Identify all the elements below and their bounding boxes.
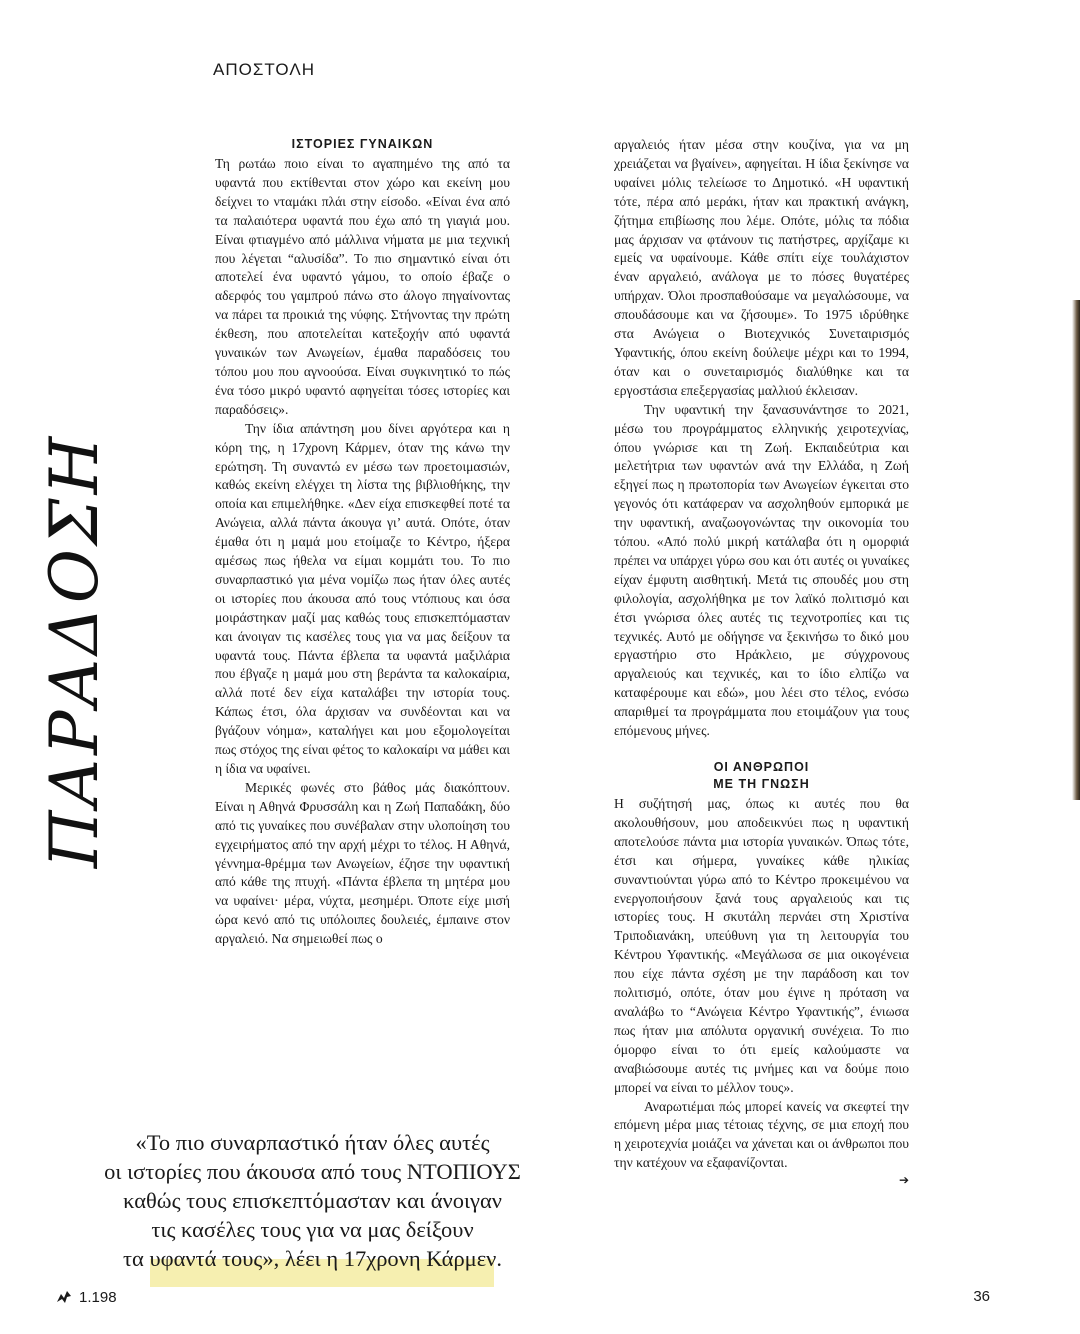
subheading-line: ΟΙ ΑΝΘΡΩΠΟΙ	[713, 760, 810, 774]
vertical-section-title	[35, 420, 115, 880]
pull-quote-line: τις κασέλες τους για να μας δείξουν	[151, 1217, 474, 1242]
paragraph: Την υφαντική την ξανασυνάντησε το 2021, μέσω του προγράμματος ελληνικής χειροτεχνίας, όπου γνώρισε και τη Ζωή. Εκπαιδεύτρια και μελετήτρια των υφαντών ανά την Ελλάδα, η Ζωή εξηγεί πως η πρωτοπορία των Ανωγείων έγκειται στο γεγονός ότι κατάφεραν να ασχοληθούν εμπορικά με την υφαντική, αναζωογονώντας την οικονομία του τόπου. «Από πολύ μικρή κατάλαβα ότι η ομορφιά πρέπει να υπάρχει γύρω σου και ότι αυτές οι γυναίκες είχαν έμφυτη αισθητική. Μετά τις σπουδές μου στη φιλολογία, ασχολήθηκα με τον λαϊκό πολιτισμό και έτσι γνώρισα όλες αυτές τις τεχνοτροπίες και τις τεχνικές. Αυτό με οδήγησε να ξεκινήσω το δικό μου εργαστήριο στο Ηράκλειο, με σύγχρονους αργαλειούς και τεχνικές, και το ίδιο ελπίζω να καταφέρουμε και εδώ», μου λέει στο τέλος, ενόσω απαριθμεί τα προγράμματα που ετοιμάζουν για τους επόμενους μήνες.	[614, 401, 909, 739]
page-number: 36	[973, 1288, 990, 1305]
pull-quote-line: οι ιστορίες που άκουσα από τους ΝΤΟΠΙΟΥΣ	[104, 1159, 521, 1184]
section-label: ΑΠΟΣΤΟΛΗ	[213, 60, 315, 79]
paragraph: Η συζήτησή μας, όπως κι αυτές που θα ακολουθήσουν, μου αποδεικνύει πως η υφαντική αποτελούσε πάντα μια ιστορία γυναικών. Όπως τότε, έτσι και σήμερα, γυναίκες κάθε ηλικίας συναντιούνται γύρω από το Κέντρο προκειμένου να ενεργοποιήσουν ξανά τους αργαλειούς και τις ιστορίες τους. Η σκυτάλη περνάει στη Χριστίνα Τριποδιανάκη, υπεύθυνη για τη λειτουργία του Κέντρου Υφαντικής. «Μεγάλωσα σε μια οικογένεια που είχε πάντα σχέση με την παράδοση και τον πολιτισμό, οπότε, όταν μου έγινε η πρόταση να αναλάβω το “Ανώγεια Κέντρο Υφαντικής”, ένιωσα πως ήταν μια απόλυτα οργανική συνέχεια. Το πιο όμορφο είναι το ότι εμείς καλούμαστε να αναβιώσουμε αυτές τις μνήμες και να δούμε ποιο μπορεί να είναι το μέλλον τους».	[614, 796, 909, 1095]
footer-issue	[55, 1288, 117, 1306]
vertical-title-text: ΠΑΡΑΔΟΣΗ	[36, 432, 114, 868]
paragraph: Την ίδια απάντηση μου δίνει αργότερα και η κόρη της, η 17χρονη Κάρμεν, όταν της κάνω την ερώτηση. Τη συναντώ εν μέσω των προετοιμασιών, καθώς εκείνη ελέγχει τη λίστα της βιβλιοθήκης, την οποία και επιμελήθηκε. «Δεν είχα επισκεφθεί ποτέ τα Ανώγεια, αλλά πάντα άκουγα γι’ αυτά. Οπότε, όταν έμαθα ότι η μαμά μου ετοίμαζε το Κέντρο, ήξερα αμέσως πως ήθελα να είμαι κομμάτι του. Το πιο συναρπαστικό για μένα νομίζω πως ήταν όλες αυτές οι ιστορίες που άκουσα από τους ντόπιους και όσα μοιράστηκαν μαζί μας καθώς τους επισκεπτόμασταν και άνοιγαν τις κασέλες τους για να μας δείξουν τα υφαντά τους. Πάντα έβλεπα τα υφαντά μαξιλάρια που έβγαζε η μαμά μου στη βεράντα τα καλοκαίρια, αλλά ποτέ δεν είχα καταλάβει την ιστορία τους. Κάπως έτσι, όλα άρχισαν να συνδέονται και να βγάζουν νόημα», καταλήγει και μου εξομολογείται πως στόχος της είναι φέτος το καλοκαίρι να μάθει και η ίδια να υφαίνει.	[215, 420, 510, 776]
paragraph: Τη ρωτάω ποιο είναι το αγαπημένο της από τα υφαντά που εκτίθενται στον χώρο και εκείνη μου δείχνει το νταμάκι πλάι στην είσοδο. «Είναι ένα από τα παλαιότερα υφαντά που έχω από τη γιαγιά μου. Είναι φτιαγμένο από μάλλινα νήματα με μια τεχνική που λέγεται “αλυσίδα”. Το πιο σημαντικό είναι ότι αποτελεί ένα υφαντό γάμου, το οποίο έβαζε ο αδερφός του γαμπρού πάνω στο άλογο πηγαίνοντας να πάρει τα προικιά της νύφης. Στήνοντας την πρώτη έκθεση, που αποτελείται κατεξοχήν από υφαντά γυναικών των Ανωγείων, έμαθα παραδόσεις του τόπου μου που αγνοούσα. Είναι συγκινητικό το πώς ένα τόσο μικρό υφαντό αφηγείται τόσες ιστορίες και παραδόσεις».	[215, 156, 510, 417]
pull-quote-line: καθώς τους επισκεπτόμασταν και άνοιγαν	[123, 1188, 502, 1213]
pull-quote-line: τα υφαντά τους», λέει η 17χρονη Κάρμεν.	[123, 1246, 502, 1271]
pull-quote	[40, 1128, 585, 1273]
pull-quote-line: «Το πιο συναρπαστικό ήταν όλες αυτές	[135, 1130, 490, 1155]
subheading-women-stories: ΙΣΤΟΡΙΕΣ ΓΥΝΑΙΚΩΝ	[291, 137, 434, 151]
paragraph: αργαλειός ήταν μέσα στην κουζίνα, για να μη χρειάζεται να βγαίνει», αφηγείται. Η ίδια ξεκίνησε να υφαίνει μόλις τελείωσε το Δημοτικό. «Η υφαντική τότε, πέρα από μεράκι, ήταν και πρακτική ανάγκη, ζήτημα επιβίωσης που λέμε. Οπότε, μόλις τα πόδια μας άρχισαν να φτάνουν τις πατήστρες, αρχίζαμε κι εμείς να υφαίνουμε. Κάθε σπίτι είχε τουλάχιστον έναν αργαλειό, ανάλογα με το πόσες θυγατέρες υπήρχαν. Όλοι προσπαθούσαμε να μεγαλώσουμε, να σπουδάσουμε και να ζήσουμε». Το 1975 ιδρύθηκε στα Ανώγεια ο Βιοτεχνικός Συνεταιρισμός Υφαντικής, όπου εκείνη δούλεψε μέχρι και το 1994, όταν και ο συνεταιρισμός διαλύθηκε και τα εργοστάσια επεξεργασίας μαλλιού έκλεισαν.	[614, 137, 909, 398]
article-column-1	[215, 136, 510, 949]
paragraph: Αναρωτιέμαι πώς μπορεί κανείς να σκεφτεί την επόμενη μέρα μιας τέτοιας τέχνης, σε μια εποχή που η χειροτεχνία μοιάζει να χάνεται και οι άνθρωποι που την κατέχουν να εξαφανίζονται.	[614, 1098, 909, 1171]
continue-arrow-icon: ➔	[898, 1173, 909, 1188]
paragraph: Μερικές φωνές στο βάθος μάς διακόπτουν. Είναι η Αθηνά Φρυσσάλη και η Ζωή Παπαδάκη, δύο από τις γυναίκες που συνέβαλαν στην υλοποίηση του εγχειρήματος από την αρχή μέχρι το τέλος. Η Αθηνά, γέννημα-θρέμμα των Ανωγείων, έζησε την υφαντική από κάθε της πτυχή. «Πάντα έβλεπα τη μητέρα μου να υφαίνει· μέρα, νύχτα, μεσημέρι. Όποτε είχε μισή ώρα κενό από τις υπόλοιπες δουλειές, έμπαινε στον αργαλειό. Να σημειωθεί πως ο	[215, 779, 510, 947]
subheading-line: ΜΕ ΤΗ ΓΝΩΣΗ	[713, 777, 810, 791]
bird-logo-icon	[55, 1288, 73, 1306]
article-column-2	[614, 136, 909, 1190]
subheading-people-knowledge	[614, 759, 909, 793]
page-edge-shadow	[1072, 300, 1080, 800]
issue-number: 1.198	[79, 1288, 117, 1306]
